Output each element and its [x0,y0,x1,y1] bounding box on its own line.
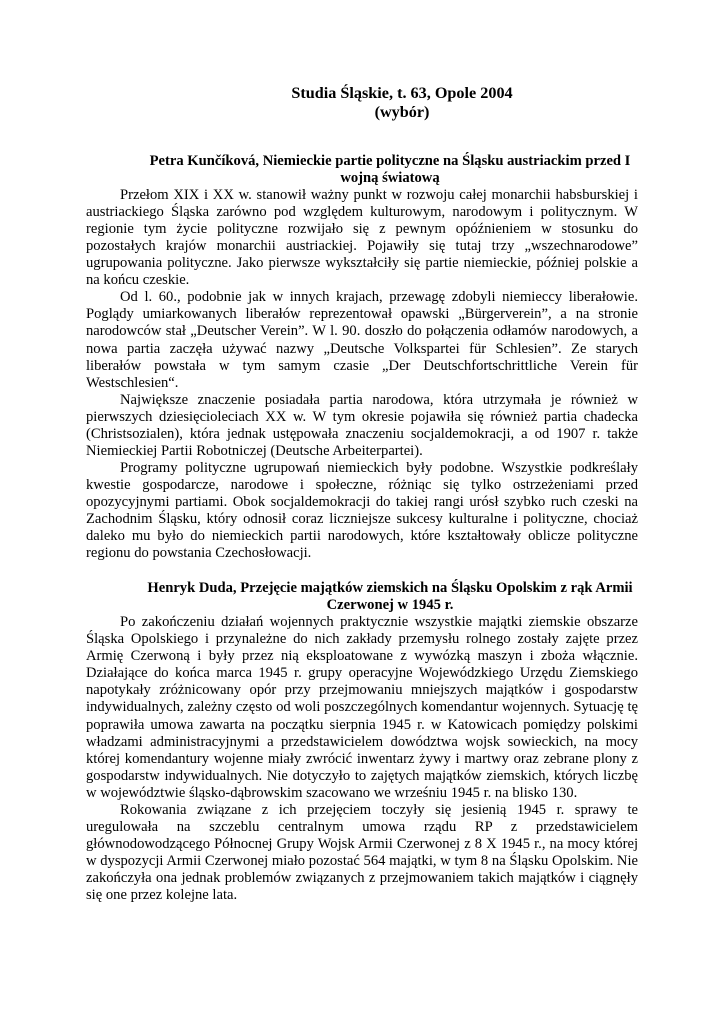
article-paragraph: Po zakończeniu działań wojennych praktycznie wszystkie majątki ziemskie obszarze Śląska Opolskiego i przynależne do nich zakłady przemysłu rolnego zostały zajęte przez Armię Czerwoną i były przez nią eksploatowane z wywózką maszyn i zboża włącznie. Działające do końca marca 1945 r. grupy operacyjne Wojewódzkiego Urzędu Ziemskiego napotykały zróżnicowany opór przy przejmowaniu mniejszych majątków i gospodarstw indywidualnych, zależny często od woli poszczególnych komendantur wojennych. Sytuację tę poprawiła umowa zawarta na początku sierpnia 1945 r. w Katowicach pomiędzy polskimi władzami administracyjnymi a przedstawicielem dowództwa wojsk sowieckich, na mocy której komendantury wojenne miały zwrócić inwentarz żywy i martwy oraz zebrane plony z gospodarstw indywidualnych. Nie dotyczyło to zajętych majątków ziemskich, których liczbę w województwie śląsko-dąbrowskim szacowano we wrześniu 1945 r. na blisko 130. [86,614,638,801]
article-paragraph: Przełom XIX i XX w. stanowił ważny punkt w rozwoju całej monarchii habsburskiej i austriackiego Śląska zarówno pod względem kulturowym, narodowym i politycznym. W regionie tym życie polityczne rozwijało się z pewnym opóźnieniem w stosunku do pozostałych krajów monarchii austriackiej. Pojawiły się tutaj trzy „wszechnarodowe” ugrupowania polityczne. Jako pierwsze wykształciły się partie niemieckie, później polskie a na końcu czeskie. [86,187,638,289]
document-title: Studia Śląskie, t. 63, Opole 2004 [291,84,513,102]
document-subtitle: (wybór) [374,102,430,121]
article-paragraph: Rokowania związane z ich przejęciem toczyły się jesienią 1945 r. sprawy te uregulowała na szczeblu centralnym umowa rządu RP z przedstawicielem głównodowodzącego Północnej Grupy Wojsk Armii Czerwonej z 8 X 1945 r., na mocy której w dyspozycji Armii Czerwonej miało pozostać 564 majątki, w tym 8 na Śląsku Opolskim. Nie zakończyła ona jednak problemów związanych z przejmowaniem takich majątków i ciągnęły się one przez kolejne lata. [86,801,638,903]
article-kuncikova [86,153,638,562]
article-paragraph: Od l. 60., podobnie jak w innych krajach, przewagę zdobyli niemieccy liberałowie. Poglądy umiarkowanych liberałów reprezentował opawski „Bürgerverein”, a na stronie narodowców stał „Deutscher Verein”. W l. 90. doszło do połączenia odłamów narodowych, a nowa partia zaczęła używać nazwy „Deutsche Volkspartei für Schlesien”. Ze starych liberałów powstała w tym samym czasie „Der Deutschfortschrittliche Verein für Westschlesien“. [86,289,638,391]
article-paragraph: Programy polityczne ugrupowań niemieckich były podobne. Wszystkie podkreślały kwestie gospodarcze, narodowe i społeczne, różniąc się tylko ostrzeżeniami przed opozycyjnymi partiami. Obok socjaldemokracji do takiej rangi urósł szybko ruch czeski na Zachodnim Śląsku, który odnosił coraz liczniejsze sukcesy kulturalne i polityczne, chociaż daleko mu było do niemieckich partii narodowych, które kształtowały oblicze polityczne regionu do powstania Czechosłowacji. [86,459,638,562]
article-heading: Henryk Duda, Przejęcie majątków ziemskich na Śląsku Opolskim z rąk Armii Czerwonej w 1945 r. [147,580,633,614]
article-duda [86,580,638,904]
article-paragraph: Największe znaczenie posiadała partia narodowa, która utrzymała je również w pierwszych dziesięcioleciach XX w. W tym okresie pojawiła się również partia chadecka (Christsozialen), która jednak ustępowała znaczeniu socjaldemokracji, a od 1907 r. także Niemieckiej Partii Robotniczej (Deutsche Arbeiterpartei). [86,391,638,459]
article-heading: Petra Kunčíková, Niemieckie partie polityczne na Śląsku austriackim przed I wojną światową [149,153,631,187]
document-page [86,84,638,904]
